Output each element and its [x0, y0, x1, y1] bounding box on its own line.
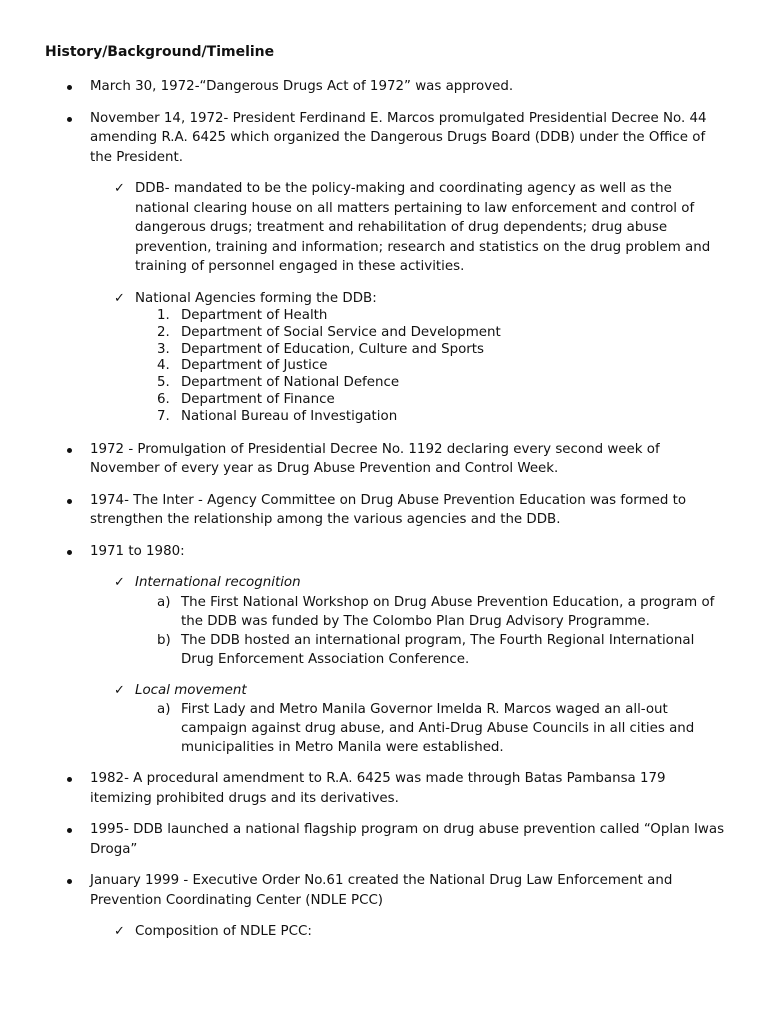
bullet-dot — [67, 777, 72, 782]
agency-list — [135, 308, 728, 426]
list-number: 6. — [157, 391, 170, 407]
detail-item — [45, 681, 728, 758]
agency-item — [135, 342, 728, 359]
timeline-item — [45, 491, 728, 530]
agency-item — [135, 375, 728, 392]
detail-item — [45, 289, 728, 426]
checkmark-icon: ✓ — [114, 181, 125, 196]
agency-text: Department of Education, Culture and Sports — [181, 341, 485, 357]
agency-item — [135, 392, 728, 409]
international-item — [135, 593, 728, 631]
agency-text: Department of Health — [181, 308, 328, 323]
timeline-item — [45, 440, 728, 479]
list-number: 7. — [157, 408, 170, 424]
agency-item — [135, 308, 728, 325]
timeline-text: November 14, 1972- President Ferdinand E. Marcos promulgated Presidential Decree No. 44 amending R.A. 6425 which organized the Dangerous Drugs Board (DDB) under the Office of the President. — [90, 110, 707, 165]
bullet-dot — [67, 879, 72, 884]
list-number: 4. — [157, 358, 170, 374]
detail-text: DDB- mandated to be the policy-making and coordinating agency as well as the national clearing house on all matters pertaining to law enforcement and control of dangerous drugs; treatment and rehabilitation of drug dependents; drug abuse prevention, training and information; research and statistics on the drug problem and training of personnel engaged in these activities. — [135, 181, 711, 274]
bullet-dot — [67, 85, 72, 90]
bullet-dot — [67, 828, 72, 833]
local-item — [135, 700, 728, 757]
detail-text: Composition of NDLE PCC: — [135, 924, 312, 940]
document-heading: History/Background/Timeline — [45, 44, 275, 60]
detail-text: International recognition — [135, 575, 301, 591]
detail-text: National Agencies forming the DDB: — [135, 290, 377, 306]
timeline-item — [45, 77, 728, 97]
international-item — [135, 631, 728, 669]
bullet-dot — [67, 499, 72, 504]
timeline-text: January 1999 - Executive Order No.61 created the National Drug Law Enforcement and Prevention Coordinating Center (NDLE PCC) — [90, 873, 673, 908]
agency-text: Department of Finance — [181, 391, 335, 407]
timeline-text: 1971 to 1980: — [90, 543, 185, 559]
checkmark-icon: ✓ — [114, 575, 125, 591]
list-number: 5. — [157, 375, 170, 391]
timeline-item — [45, 542, 728, 562]
checkmark-icon: ✓ — [114, 924, 125, 940]
list-number: 2. — [157, 324, 170, 340]
timeline-item — [45, 109, 728, 168]
international-list — [135, 593, 728, 669]
list-letter: a) — [157, 594, 171, 610]
detail-item — [45, 179, 728, 277]
agency-text: Department of Social Service and Development — [181, 324, 501, 340]
bullet-dot — [67, 550, 72, 555]
timeline-text: March 30, 1972-“Dangerous Drugs Act of 1972” was approved. — [90, 79, 514, 94]
timeline-item — [45, 820, 728, 859]
list-number: 3. — [157, 341, 170, 357]
bullet-dot — [67, 117, 72, 122]
timeline-text: 1995- DDB launched a national flagship program on drug abuse prevention called “Oplan Iwas Droga” — [90, 822, 725, 857]
agency-item — [135, 409, 728, 426]
agency-text: Department of National Defence — [181, 375, 400, 391]
list-letter: a) — [157, 702, 171, 718]
list-letter: b) — [157, 632, 171, 648]
agency-text: National Bureau of Investigation — [181, 408, 398, 424]
agency-item — [135, 358, 728, 375]
timeline-text: 1982- A procedural amendment to R.A. 6425 was made through Batas Pambansa 179 itemizing prohibited drugs and its derivatives. — [90, 771, 666, 806]
agency-text: Department of Justice — [181, 358, 328, 374]
local-text: First Lady and Metro Manila Governor Imelda R. Marcos waged an all-out campaign against drug abuse, and Anti-Drug Abuse Councils in all cities and municipalities in Metro Manila were established. — [181, 702, 695, 756]
bullet-dot — [67, 448, 72, 453]
checkmark-icon: ✓ — [114, 682, 125, 698]
local-list — [135, 700, 728, 757]
agency-item — [135, 325, 728, 342]
timeline-text: 1974- The Inter - Agency Committee on Drug Abuse Prevention Education was formed to strengthen the relationship among the various agencies and the DDB. — [90, 492, 687, 528]
detail-item — [45, 573, 728, 669]
timeline-text: 1972 - Promulgation of Presidential Decree No. 1192 declaring every second week of November of every year as Drug Abuse Prevention and Control Week. — [90, 441, 660, 477]
detail-item — [45, 922, 728, 942]
international-text: The DDB hosted an international program, The Fourth Regional International Drug Enforcement Association Conference. — [181, 632, 695, 667]
international-text: The First National Workshop on Drug Abuse Prevention Education, a program of the DDB was funded by The Colombo Plan Drug Advisory Programme. — [181, 594, 715, 629]
timeline-item — [45, 769, 728, 808]
timeline-item — [45, 871, 728, 910]
detail-text: Local movement — [135, 682, 247, 698]
list-number: 1. — [157, 308, 170, 323]
checkmark-icon: ✓ — [114, 290, 125, 306]
